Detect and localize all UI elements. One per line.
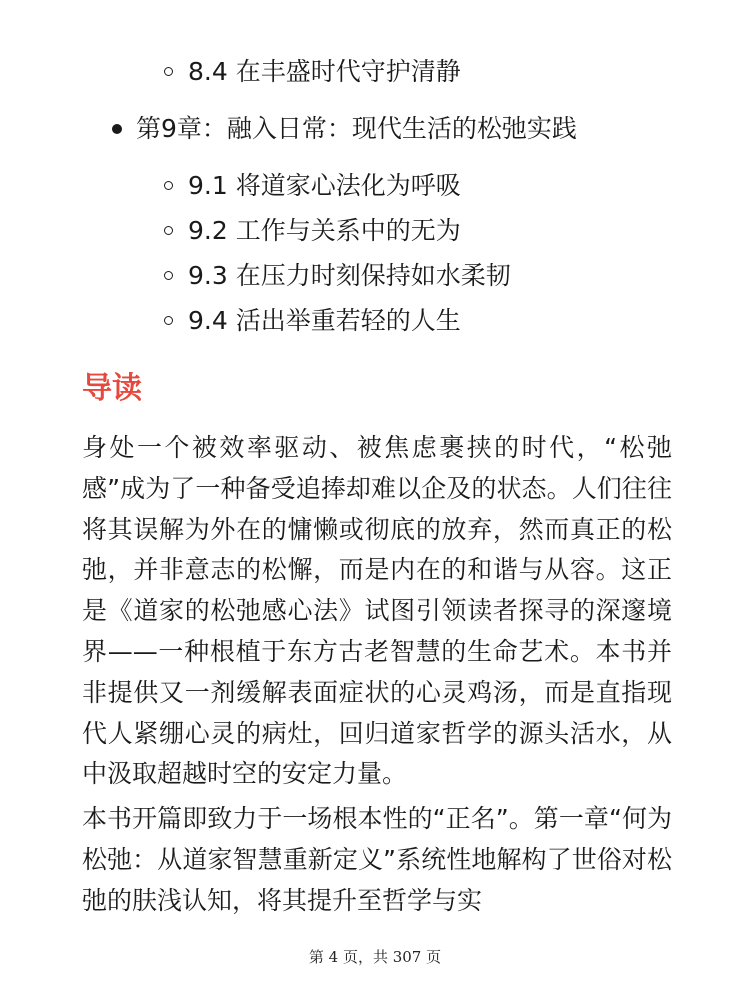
body-paragraph: 身处一个被效率驱动、被焦虑裹挟的时代，“松弛感”成为了一种备受追捧却难以企及的状态。人们往往将其误解为外在的慵懒或彻底的放弃，然而真正的松弛，并非意志的松懈，而是内在的和谐与从容。这正是《道家的松弛感心法》试图引领读者探寻的深邃境界——一种根植于东方古老智慧的生命艺术。本书并非提供又一剂缓解表面症状的心灵鸡汤，而是直指现代人紧绷心灵的病灶，回归道家哲学的源头活水，从中汲取超越时空的安定力量。: [82, 433, 672, 789]
toc-chapter-item[interactable]: [136, 109, 577, 149]
toc-item-label: 9.3 在压力时刻保持如水柔韧: [188, 261, 511, 290]
toc-item[interactable]: [188, 211, 461, 251]
hollow-circle-bullet-icon: [164, 67, 173, 76]
toc-item-label: 8.4 在丰盛时代守护清静: [188, 57, 461, 86]
hollow-circle-bullet-icon: [164, 316, 173, 325]
page-number-footer: 第 4 页，共 307 页: [308, 948, 442, 966]
toc-item[interactable]: [188, 166, 461, 206]
hollow-circle-bullet-icon: [164, 226, 173, 235]
filled-disc-bullet-icon: [112, 124, 122, 134]
body-paragraph: 本书开篇即致力于一场根本性的“正名”。第一章“何为松弛：从道家智慧重新定义”系统性地解构了世俗对松弛的肤浅认知，将其提升至哲学与实: [82, 804, 672, 915]
toc-item-label: 9.1 将道家心法化为呼吸: [188, 171, 461, 200]
hollow-circle-bullet-icon: [164, 181, 173, 190]
toc-item-label: 9.2 工作与关系中的无为: [188, 216, 461, 245]
toc-item-label: 第9章：融入日常：现代生活的松弛实践: [136, 114, 577, 143]
toc-item-label: 9.4 活出举重若轻的人生: [188, 306, 461, 335]
toc-item[interactable]: [188, 52, 461, 92]
toc-item[interactable]: [188, 301, 461, 341]
hollow-circle-bullet-icon: [164, 271, 173, 280]
toc-item[interactable]: [188, 256, 511, 296]
section-heading: 导读: [82, 371, 142, 406]
